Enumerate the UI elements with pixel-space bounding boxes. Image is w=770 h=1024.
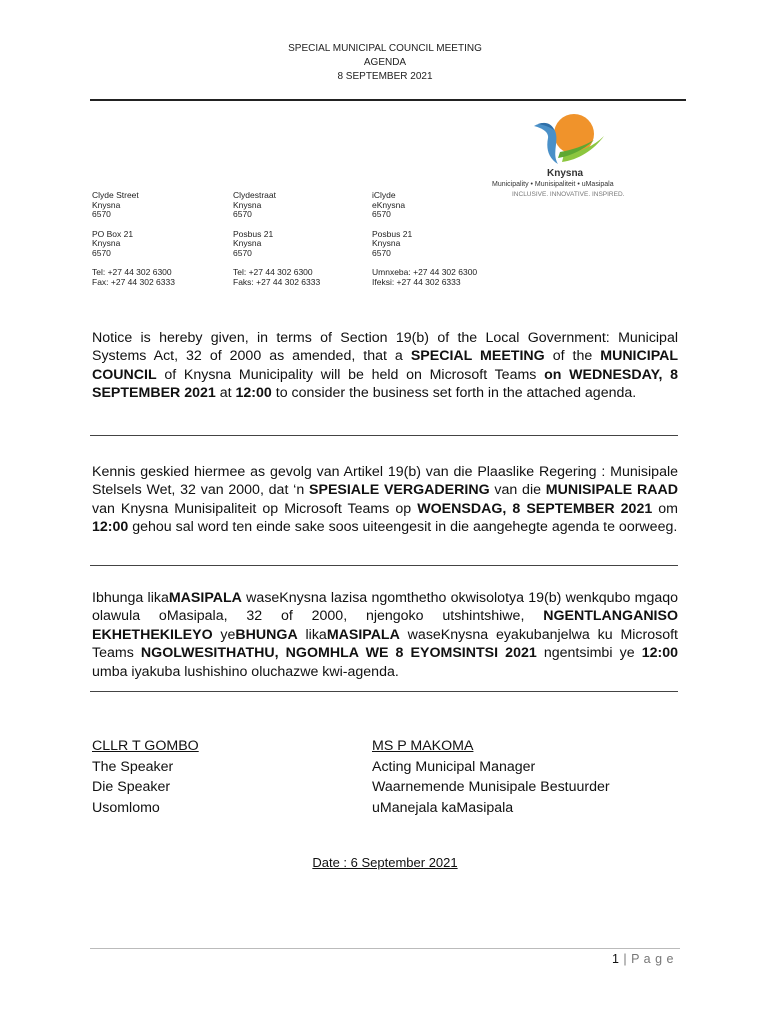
separator-line xyxy=(90,435,678,436)
town-line: Knysna xyxy=(92,199,121,210)
manager-title-afrikaans: Waarnemende Munisipale Bestuurder xyxy=(372,779,610,795)
footer-rule xyxy=(90,948,680,949)
notice-bold-text: on WEDNESDAY, 8 SEPTEMBER 2021 xyxy=(92,366,678,402)
logo-tagline: INCLUSIVE. INNOVATIVE. INSPIRED. xyxy=(512,191,625,198)
notice-text: Ibhunga lika xyxy=(92,590,169,606)
separator-line xyxy=(90,691,678,692)
notice-text: Kennis geskied hiermee as gevolg van Artikel 19(b) van die Plaaslike Regering : Munisipale Stelsels Wet, 32 van 2000, dat ‘n xyxy=(92,464,678,499)
notice-text: van die xyxy=(489,482,546,499)
po-postcode-line: 6570 xyxy=(372,247,391,258)
po-town-line: Knysna xyxy=(233,238,262,248)
notice-text: Notice is hereby given, in terms of Section 19(b) of the Local Government: Municipal Systems Act, 32 of 2000 as amended, that a xyxy=(92,330,678,365)
street-line: Clydestraat xyxy=(233,190,276,200)
knysna-logo xyxy=(490,112,650,202)
notice-text: om xyxy=(652,500,678,517)
speaker-title-xhosa: Usomlomo xyxy=(92,799,160,816)
notice-bold-text: NGOLWESITHATHU, NGOMHLA WE 8 EYOMSINTSI 2021 xyxy=(140,645,537,662)
speaker-title-afrikaans: Die Speaker xyxy=(92,779,171,795)
notice-text: of the xyxy=(544,348,601,365)
page-number-value: 1 xyxy=(611,952,620,966)
town-line: eKnysna xyxy=(372,199,406,210)
notice-bold-text: SPESIALE VERGADERING xyxy=(309,482,490,499)
po-box-line: PO Box 21 xyxy=(92,228,134,239)
notice-bold-text: 12:00 xyxy=(235,385,272,402)
notice-text: to consider the business set forth in the attached agenda. xyxy=(271,385,637,402)
notice-bold-text: MUNICIPAL COUNCIL xyxy=(92,348,679,383)
meeting-title: SPECIAL MUNICIPAL COUNCIL MEETING xyxy=(288,43,482,54)
notice-text: gehou sal word ten einde sake soos uiteengesit in die aangehegte agenda te oorweeg. xyxy=(128,519,678,536)
notice-bold-text: NGENTLANGANISO EKHETHEKILEYO xyxy=(92,608,678,643)
logo-subtitle: Municipality • Munisipaliteit • uMasipala xyxy=(492,181,614,188)
notice-text: waseKnysna eyakubanjelwa ku Microsoft Teams xyxy=(92,626,678,662)
notice-bold-text: MUNISIPALE RAAD xyxy=(545,482,678,499)
knysna-logo-icon xyxy=(528,112,608,168)
po-postcode-line: 6570 xyxy=(92,247,111,258)
notice-text: waseKnysna lazisa ngomthetho okwisolotya 19(b) wenkqubo mgaqo olawula oMasipala, 32 of 2000, njengoko utshintshiwe, xyxy=(92,590,679,625)
notice-bold-text: WOENSDAG, 8 SEPTEMBER 2021 xyxy=(417,500,653,517)
street-line: iClyde xyxy=(372,190,396,200)
town-line: Knysna xyxy=(233,199,262,210)
notice-text: ye xyxy=(212,626,236,643)
page-number xyxy=(612,952,674,966)
notice-text: lika xyxy=(297,626,327,643)
separator-line xyxy=(90,565,678,566)
fax-line: Fax: +27 44 302 6333 xyxy=(92,276,175,287)
telephone-line: Tel: +27 44 302 6300 xyxy=(233,267,313,277)
logo-water-shape xyxy=(534,123,558,164)
signatory-speaker xyxy=(92,736,199,818)
postcode-line: 6570 xyxy=(92,209,111,219)
notice-xhosa xyxy=(92,589,678,681)
notice-bold-text: SPECIAL MEETING xyxy=(410,348,545,365)
address-column-xhosa xyxy=(372,191,477,287)
meeting-date: 8 SEPTEMBER 2021 xyxy=(337,71,433,82)
notice-bold-text: MASIPALA xyxy=(168,590,242,606)
notice-text: van Knysna Munisipaliteit op Microsoft Teams op xyxy=(92,500,418,517)
signatory-municipal-manager xyxy=(372,736,610,818)
notice-english xyxy=(92,329,678,403)
po-town-line: Knysna xyxy=(372,238,401,248)
po-box-line: Posbus 21 xyxy=(372,228,413,239)
manager-title-xhosa: uManejala kaMasipala xyxy=(372,799,514,816)
speaker-title-english: The Speaker xyxy=(92,758,174,775)
document-header xyxy=(0,42,770,84)
notice-text: of Knysna Municipality will be held on Microsoft Teams xyxy=(156,366,545,383)
address-column-english xyxy=(92,191,175,287)
agenda-label: AGENDA xyxy=(363,57,407,68)
po-town-line: Knysna xyxy=(92,238,121,248)
notice-text: umba iyakuba lushishino oluchazwe kwi-agenda. xyxy=(92,663,399,680)
telephone-line: Tel: +27 44 302 6300 xyxy=(92,267,172,277)
notice-text: at xyxy=(215,385,236,402)
speaker-name: CLLR T GOMBO xyxy=(92,738,199,754)
notice-bold-text: 12:00 xyxy=(641,645,678,662)
notice-bold-text: MASIPALA xyxy=(326,626,400,643)
street-line: Clyde Street xyxy=(92,190,139,200)
notice-text: ngentsimbi ye xyxy=(536,645,642,662)
postcode-line: 6570 xyxy=(233,209,252,219)
manager-title-english: Acting Municipal Manager xyxy=(372,758,536,775)
manager-name: MS P MAKOMA xyxy=(372,738,474,754)
page-label: | P a g e xyxy=(619,952,674,966)
telephone-line: Umnxeba: +27 44 302 6300 xyxy=(372,267,478,277)
logo-name: Knysna xyxy=(547,168,584,179)
notice-bold-text: BHUNGA xyxy=(235,626,298,643)
po-box-line: Posbus 21 xyxy=(233,228,274,239)
document-date: Date : 6 September 2021 xyxy=(312,855,458,870)
postcode-line: 6570 xyxy=(372,209,391,219)
po-postcode-line: 6570 xyxy=(233,247,252,258)
address-column-afrikaans xyxy=(233,191,320,287)
fax-line: Faks: +27 44 302 6333 xyxy=(233,276,321,287)
notice-bold-text: 12:00 xyxy=(92,519,129,536)
header-rule xyxy=(90,99,686,101)
fax-line: Ifeksi: +27 44 302 6333 xyxy=(372,276,461,287)
notice-afrikaans xyxy=(92,463,678,537)
